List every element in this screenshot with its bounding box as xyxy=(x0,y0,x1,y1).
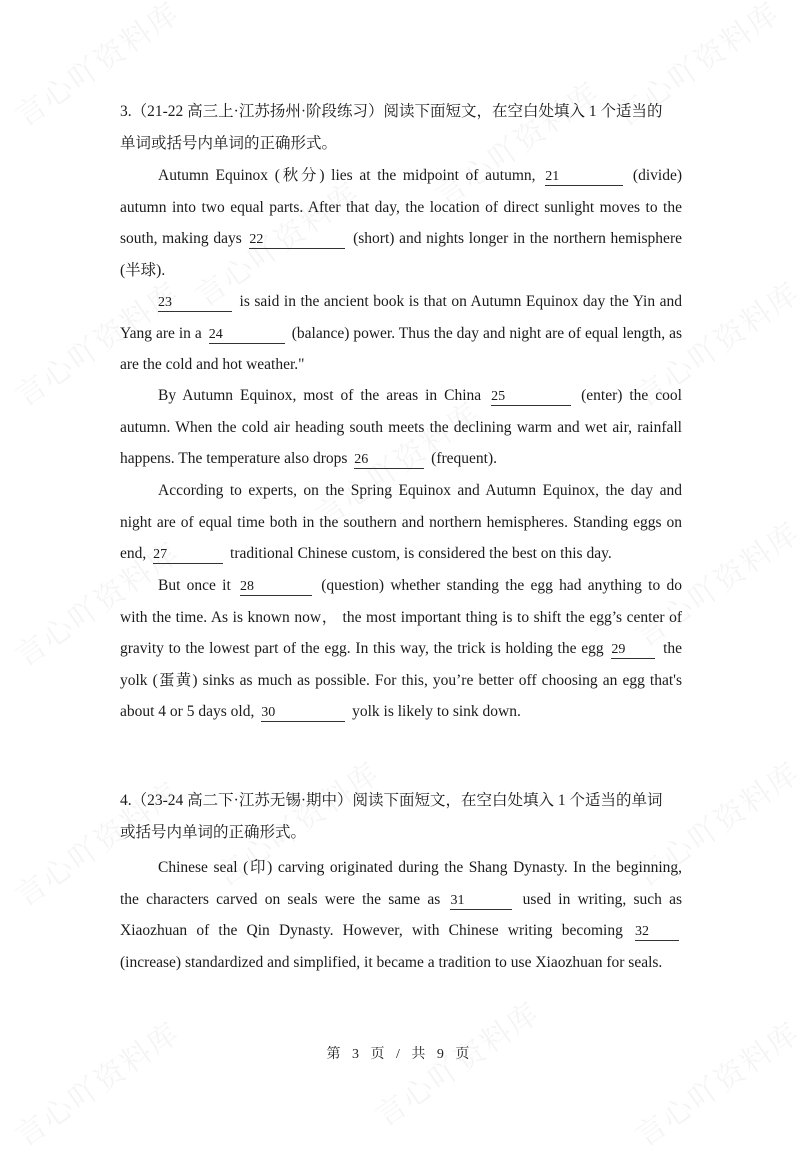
page-indicator: 第 3 页 / 共 9 页 xyxy=(326,1047,474,1062)
question-3-header xyxy=(120,96,682,160)
text: is said in the ancient book is that on Autumn Equinox day the Yin and Yang are in a xyxy=(120,293,682,342)
blank-27[interactable]: 27 xyxy=(153,547,223,564)
text: (enter) the cool autumn. When the cold air heading south meets the declining warm and wet air, rainfall happens. The temperature also drops xyxy=(120,387,682,467)
question-4-paragraph-1 xyxy=(120,852,682,978)
question-3-paragraph-3 xyxy=(120,380,682,475)
text: (increase) standardized and simplified, it became a tradition to use Xiaozhuan for seals. xyxy=(120,953,663,971)
blank-26[interactable]: 26 xyxy=(354,452,424,469)
text: (question) whether standing the egg had anything to do with the time. As is known now， the most important thing is to shift the egg’s center of gravity to the lowest part of the egg. In this way, the trick is holding the egg xyxy=(120,577,682,657)
text: yolk is likely to sink down. xyxy=(348,703,521,720)
blank-30[interactable]: 30 xyxy=(261,705,345,722)
text: used in writing, such as Xiaozhuan of the Qin Dynasty. However, with Chinese writing becoming xyxy=(120,890,682,939)
text: the yolk (蛋黄) sinks as much as possible. For this, you’re better off choosing an egg that's about 4 or 5 days old, xyxy=(120,640,683,720)
question-3-header-line1: 3.（21-22 高三上·江苏扬州·阶段练习）阅读下面短文，在空白处填入 1 个适当的 xyxy=(120,103,663,120)
blank-28[interactable]: 28 xyxy=(240,579,312,596)
text: (divide) autumn into two equal parts. After that day, the location of direct sunlight moves to the south, making days xyxy=(120,167,682,247)
blank-24[interactable]: 24 xyxy=(209,327,285,344)
text: According to experts, on the Spring Equinox and Autumn Equinox, the day and night are of equal time both in the southern and northern hemispheres. Standing eggs on end, xyxy=(120,482,682,562)
question-3-paragraph-5 xyxy=(120,570,682,728)
question-3-paragraph-2 xyxy=(120,286,682,381)
question-3-paragraph-4 xyxy=(120,475,682,570)
blank-22[interactable]: 22 xyxy=(249,232,345,249)
blank-32[interactable]: 32 xyxy=(635,924,679,941)
blank-29[interactable]: 29 xyxy=(611,642,655,659)
question-3-header-line2: 单词或括号内单词的正确形式。 xyxy=(120,135,338,152)
question-4-header xyxy=(120,785,682,849)
text: (short) and nights longer in the northern hemisphere (半球). xyxy=(120,230,682,279)
text: But once it xyxy=(158,577,237,594)
blank-23[interactable]: 23 xyxy=(158,295,232,312)
text: Autumn Equinox (秋分) lies at the midpoint of autumn, xyxy=(158,167,543,184)
blank-31[interactable]: 31 xyxy=(450,893,512,910)
blank-21[interactable]: 21 xyxy=(545,169,623,186)
text: (balance) power. Thus the day and night are of equal length, as are the cold and hot weather." xyxy=(120,324,682,373)
text: (frequent). xyxy=(427,450,498,467)
question-4-header-line2: 或括号内单词的正确形式。 xyxy=(120,824,307,841)
blank-25[interactable]: 25 xyxy=(491,389,571,406)
text: By Autumn Equinox, most of the areas in China xyxy=(158,387,489,404)
question-4-header-line1: 4.（23-24 高二下·江苏无锡·期中）阅读下面短文，在空白处填入 1 个适当的单词 xyxy=(120,792,663,809)
text: Chinese seal (印) carving originated during the Shang Dynasty. In the beginning, the characters carved on seals were the same as xyxy=(120,859,682,908)
text: traditional Chinese custom, is considered the best on this day. xyxy=(226,545,612,562)
question-3-paragraph-1 xyxy=(120,160,682,286)
